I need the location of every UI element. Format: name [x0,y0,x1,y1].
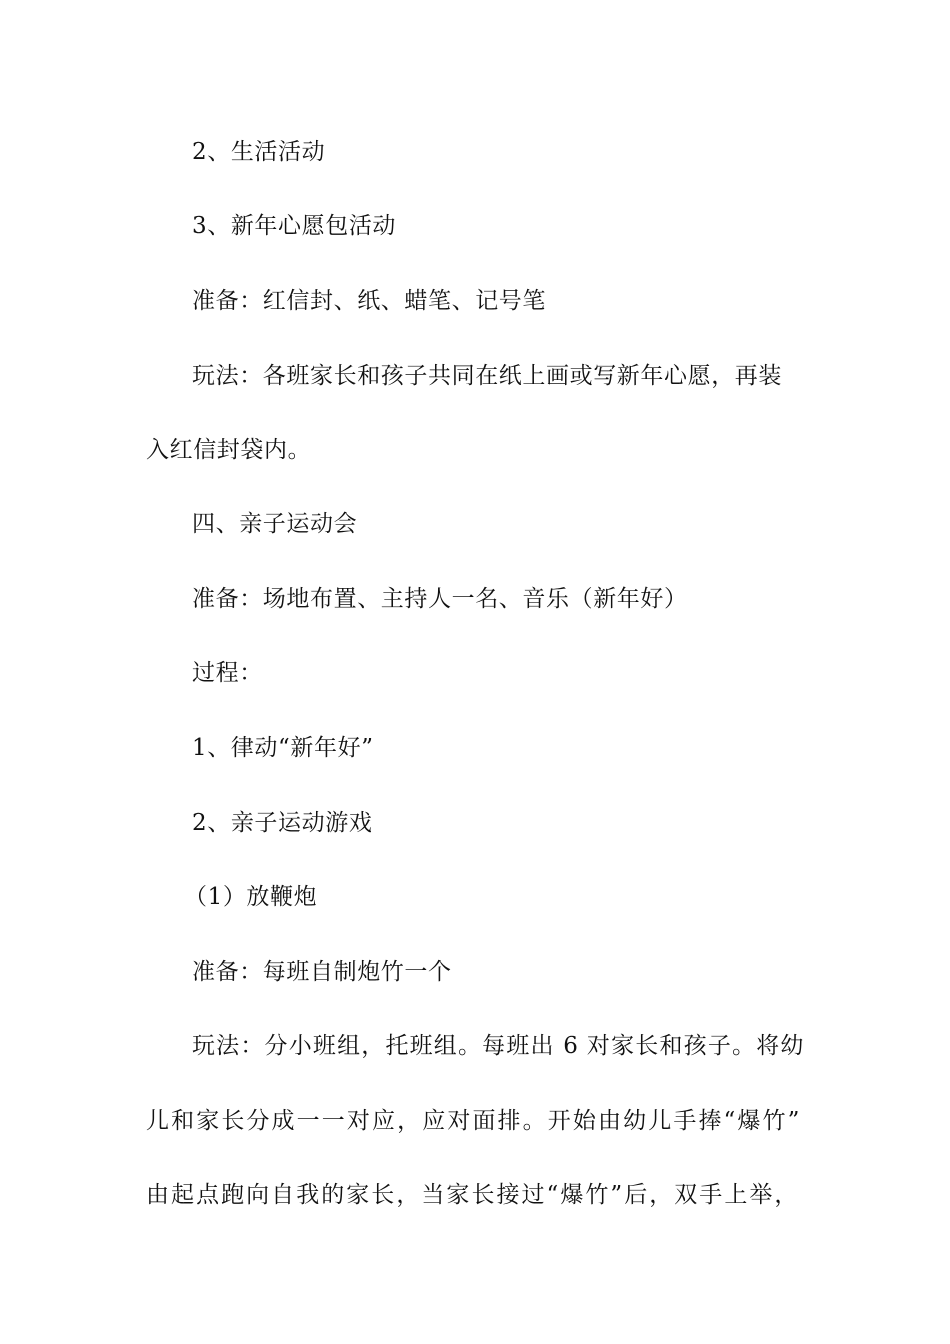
text-line-firecracker-prep: 准备：每班自制炮竹一个 [192,959,452,985]
section-heading-sports: 四、亲子运动会 [192,511,358,537]
text-line-firecracker-rules-3: 由起点跑向自我的家长，当家长接过“爆竹”后，双手上举， [146,1182,798,1208]
text-line-firecracker: （1）放鞭炮 [184,884,318,910]
text-line-gameplay: 玩法：各班家长和孩子共同在纸上画或写新年心愿，再装 [192,363,782,389]
text-line-wish-activity: 3、新年心愿包活动 [192,213,397,239]
text-line-rhythm: 1、律动“新年好” [192,735,374,761]
text-line-parent-child-game: 2、亲子运动游戏 [192,810,373,836]
text-line-firecracker-rules: 玩法：分小班组，托班组。每班出 6 对家长和孩子。将幼 [192,1033,804,1059]
text-line-sports-preparation: 准备：场地布置、主持人一名、音乐（新年好） [192,586,688,612]
text-line-firecracker-rules-2: 儿和家长分成一一对应，应对面排。开始由幼儿手捧“爆竹” [146,1108,800,1134]
text-line-preparation: 准备：红信封、纸、蜡笔、记号笔 [192,288,546,314]
text-line-life-activity: 2、生活活动 [192,139,326,165]
text-line-process: 过程： [192,660,263,686]
text-line-gameplay-cont: 入红信封袋内。 [146,437,312,463]
